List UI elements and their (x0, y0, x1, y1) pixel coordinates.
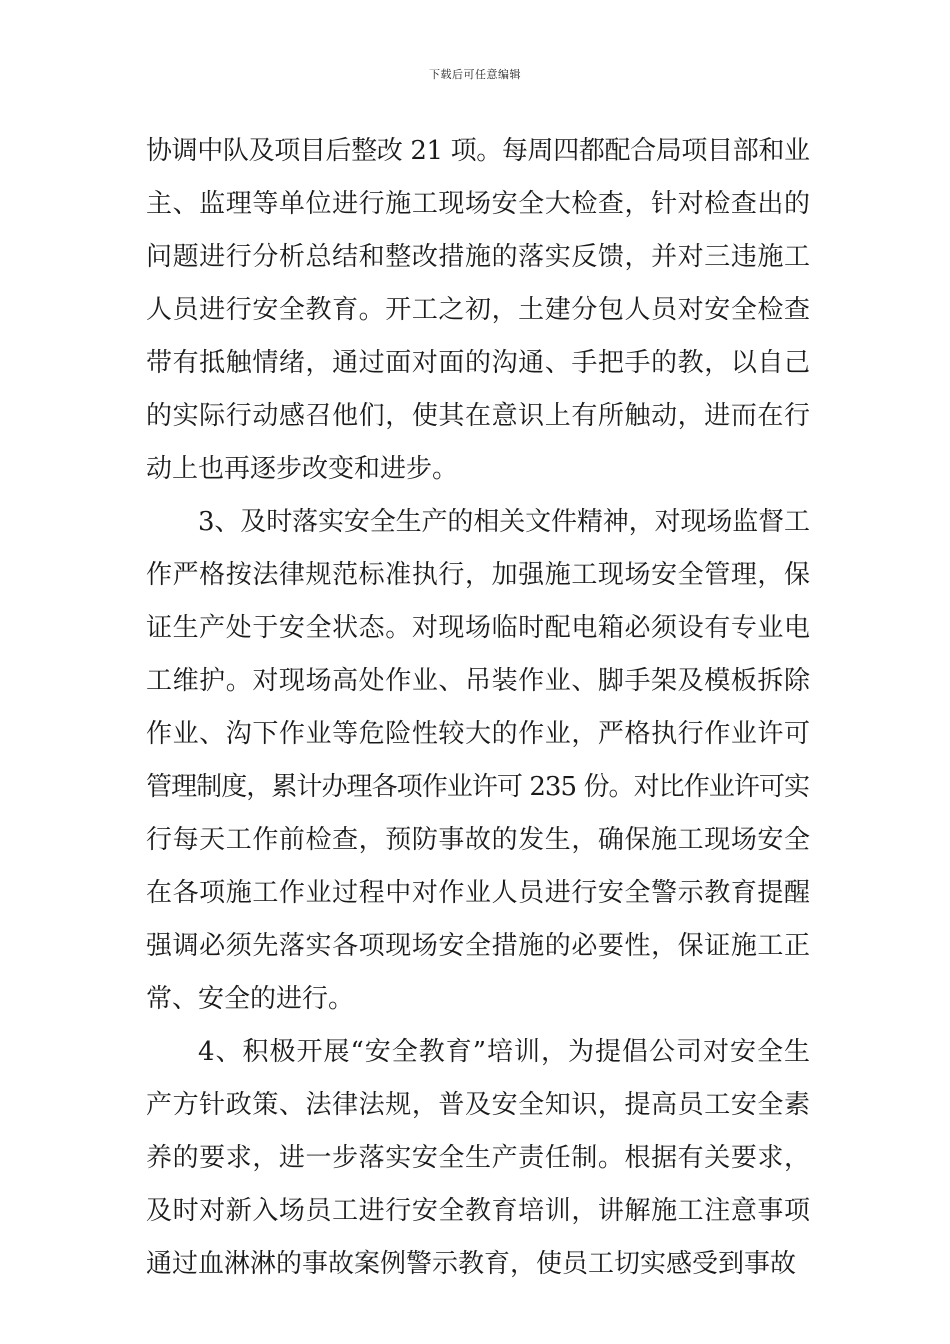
page-header: 下载后可任意编辑 (429, 68, 521, 81)
text-line: 作业、沟下作业等危险性较大的作业，严格执行作业许可 (146, 719, 811, 749)
text-line: 人员进行安全教育。开工之初，土建分包人员对安全检查 (146, 295, 811, 325)
paragraph-start-line: 4、积极开展“安全教育”培训，为提倡公司对安全生 (198, 1037, 811, 1067)
text-line: 养的要求，进一步落实安全生产责任制。根据有关要求， (146, 1143, 811, 1173)
text-line: 协调中队及项目后整改 21 项。每周四都配合局项目部和业 (146, 136, 810, 166)
text-line: 问题进行分析总结和整改措施的落实反馈，并对三违施工 (146, 242, 811, 272)
text-line: 管理制度，累计办理各项作业许可 235 份。对比作业许可实 (146, 772, 810, 802)
text-line: 的实际行动感召他们，使其在意识上有所触动，进而在行 (146, 401, 811, 431)
paragraph-start-line: 3、及时落实安全生产的相关文件精神，对现场监督工 (198, 507, 810, 537)
text-line: 行每天工作前检查，预防事故的发生，确保施工现场安全 (146, 825, 811, 855)
text-line: 在各项施工作业过程中对作业人员进行安全警示教育提醒 (146, 878, 811, 908)
text-line: 带有抵触情绪，通过面对面的沟通、手把手的教，以自己 (146, 348, 811, 378)
text-line: 作严格按法律规范标准执行，加强施工现场安全管理，保 (146, 560, 811, 590)
text-line: 产方针政策、法律法规，普及安全知识，提高员工安全素 (146, 1090, 811, 1120)
text-line: 通过血淋淋的事故案例警示教育，使员工切实感受到事故 (146, 1249, 797, 1279)
document-body (146, 125, 810, 1291)
text-line: 工维护。对现场高处作业、吊装作业、脚手架及模板拆除 (146, 666, 811, 696)
text-line: 及时对新入场员工进行安全教育培训，讲解施工注意事项 (146, 1196, 811, 1226)
text-line: 主、监理等单位进行施工现场安全大检查，针对检查出的 (146, 189, 811, 219)
text-line: 常、安全的进行。 (146, 984, 355, 1014)
text-line: 证生产处于安全状态。对现场临时配电箱必须设有专业电 (146, 613, 811, 643)
text-line: 强调必须先落实各项现场安全措施的必要性，保证施工正 (146, 931, 811, 961)
text-line: 动上也再逐步改变和进步。 (146, 454, 459, 484)
